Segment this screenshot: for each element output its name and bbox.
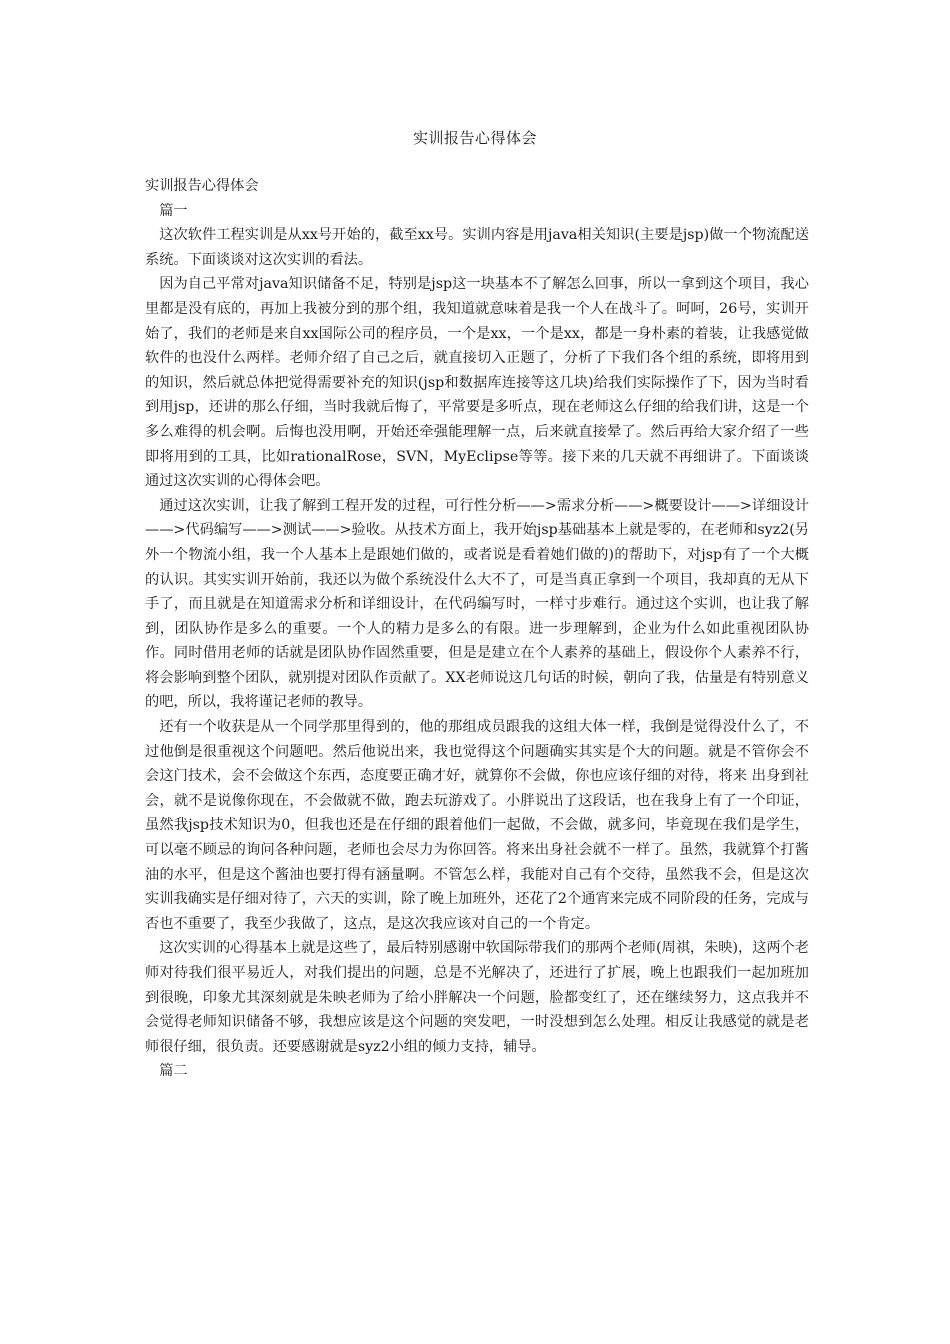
paragraph: 这次实训的心得基本上就是这些了，最后特别感谢中软国际带我们的那两个老师(周祺，朱映)，这两个老师对待我们很平易近人，对我们提出的问题，总是不光解决了，还进行了扩展，晚上也跟我们一起加班加到很晚，印象尤其深刻就是朱映老师为了给小胖解决一个问题，脸都变红了，还在继续努力，这点我并不会觉得老师知识储备不够，我想应该是这个问题的突发吧，一时没想到怎么处理。相反让我感觉的就是老师很仔细，很负责。还要感谢就是syz2小组的倾力支持，辅导。 [145, 940, 809, 1055]
paragraph: 还有一个收获是从一个同学那里得到的，他的那组成员跟我的这组大体一样，我倒是觉得没什么了，不过他倒是很重视这个问题吧。然后他说出来，我也觉得这个问题确实其实是个大的问题。就是不管你会不会这门技术，会不会做这个东西，态度要正确才好，就算你不会做，你也应该仔细的对待，将来 出身到社会，就不是说像你现在，不会做就不做，跑去玩游戏了。小胖说出了这段话，也在我身上有了一个印证，虽然我jsp技术知识为0，但我也还是在仔细的跟着他们一起做，不会做，就多问，毕竟现在我们是学生，可以毫不顾忌的询问各种问题，老师也会尽力为你回答。将来出身社会就不一样了。虽然，我就算个打酱油的水平，但是这个酱油也要打得有涵量啊。不管怎么样，我能对自己有个交待，虽然我不会，但是这次实训我确实是仔细对待了，六天的实训，除了晚上加班外，还花了2个通宵来完成不同阶段的任务，完成与否也不重要了，我至少我做了，这点，是这次我应该对自己的一个肯定。 [145, 719, 809, 932]
document-title: 实训报告心得体会 [412, 129, 537, 147]
paragraph: 因为自己平常对java知识储备不足，特别是jsp这一块基本不了解怎么回事，所以一拿到这个项目，我心里都是没有底的，再加上我被分到的那个组，我知道就意味着是我一个人在战斗了。呵呵，26号，实训开始了，我们的老师是来自xx国际公司的程序员，一个是xx，一个是xx，都是一身朴素的着装，让我感觉做软件的也没什么两样。老师介绍了自己之后，就直接切入正题了，分析了下我们各个组的系统，即将用到的知识，然后就总体把觉得需要补充的知识(jsp和数据库连接等这几块)给我们实际操作了下，因为当时看到用jsp，还讲的那么仔细，当时我就后悔了，平常要是多听点，现在老师这么仔细的给我们讲，这是一个多么难得的机会啊。后悔也没用啊，开始还牵强能理解一点，后来就直接晕了。然后再给大家介绍了一些即将用到的工具，比如rationalRose，SVN，MyEclipse等等。接下来的几天就不再细讲了。下面谈谈通过这次实训的心得体会吧。 [145, 276, 809, 490]
paragraph: 通过这次实训，让我了解到工程开发的过程，可行性分析——>需求分析——>概要设计——>详细设计——>代码编写——>测试——>验收。从技术方面上，我开始jsp基础基本上就是零的，在老师和syz2(另外一个物流小组，我一个人基本上是跟她们做的，或者说是看着她们做的)的帮助下，对jsp有了一个大概的认识。其实实训开始前，我还以为做个系统没什么大不了，可是当真正拿到一个项目，我却真的无从下手了，而且就是在知道需求分析和详细设计，在代码编写时，一样寸步难行。通过这个实训，也让我了解到，团队协作是多么的重要。一个人的精力是多么的有限。进一步理解到，企业为什么如此重视团队协作。同时借用老师的话就是团队协作固然重要，但是是建立在个人素养的基础上，假设你个人素养不行，将会影响到整个团队，就别提对团队作贡献了。XX老师说这几句话的时候，朝向了我，估量是有特别意义的吧，所以，我将谨记老师的教导。 [145, 497, 809, 711]
section-heading-two: 篇二 [159, 1063, 188, 1080]
section-heading-one: 篇一 [159, 202, 188, 219]
document-body [145, 174, 809, 1084]
document-subtitle: 实训报告心得体会 [145, 178, 259, 194]
paragraph: 这次软件工程实训是从xx号开始的，截至xx号。实训内容是用java相关知识(主要是jsp)做一个物流配送系统。下面谈谈对这次实训的看法。 [145, 227, 809, 268]
